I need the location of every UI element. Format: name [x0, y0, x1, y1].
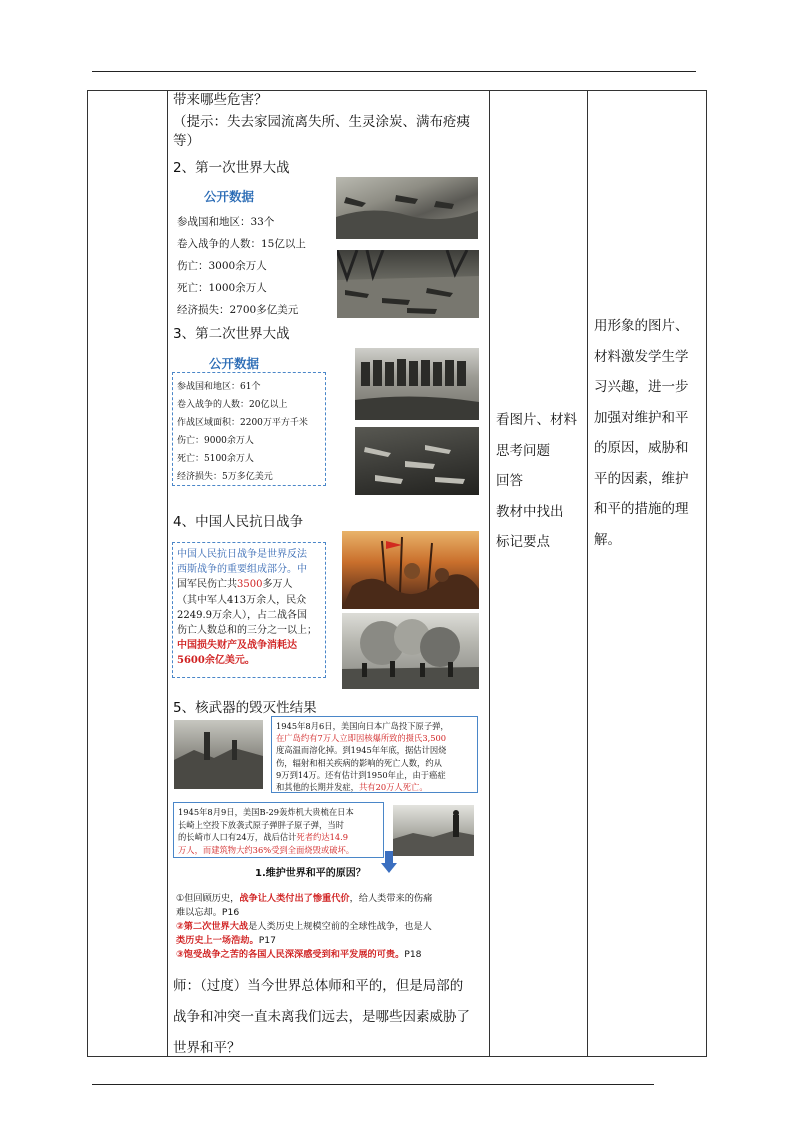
nagasaki-line: 的长崎市人口有24万，战后估计死者约达14.9 [178, 832, 349, 843]
ww1-stat: 经济损失：2700多亿美元 [177, 304, 299, 316]
reason-1: ①但回顾历史，战争让人类付出了惨重代价，给人类带来的伤痛 [176, 893, 433, 904]
china-text-box [172, 542, 326, 678]
footer-rule [92, 1084, 654, 1085]
student-line: 思考问题 [496, 442, 550, 459]
hiroshima-line: 1945年8月6日，美国向日本广岛投下原子弹， [276, 721, 449, 731]
ww1-stat: 卷入战争的人数：15亿以上 [177, 238, 306, 250]
nagasaki-line: 长崎上空投下放袭式原子弹胖子原子弹，当时 [178, 819, 344, 830]
ww2-prisoners-photo [355, 348, 479, 420]
ww2-stat: 作战区域面积：2200万平方千米 [177, 418, 308, 428]
intro-line-1: 带来哪些危害？ [173, 92, 268, 108]
nagasaki-ruins-photo [393, 805, 474, 856]
intent-line: 材料激发学生学 [594, 348, 689, 365]
reason-3: ③饱受战争之苦的各国人民深深感受到和平发展的可贵。P18 [176, 949, 422, 960]
student-line: 标记要点 [496, 534, 550, 550]
hiroshima-ruins-photo [174, 720, 263, 789]
ww1-trench-photo [336, 177, 478, 239]
header-rule [92, 71, 696, 72]
intro-hint-line: （提示：失去家园流离失所、生灵涂炭、满布疮痍 [173, 114, 470, 130]
ww2-heading: 3、第二次世界大战 [173, 326, 290, 342]
intent-line: 的原因，威胁和 [594, 440, 689, 456]
china-line: 中国人民抗日战争是世界反法 [177, 549, 307, 560]
nagasaki-text-box [173, 802, 384, 858]
ww2-stat: 卷入战争的人数：20亿以上 [177, 400, 288, 410]
col-divider-2 [489, 91, 490, 1056]
ww1-battlefield-photo [337, 250, 479, 318]
ww2-stat: 经济损失：5万多亿美元 [177, 472, 273, 482]
student-line: 回答 [496, 473, 523, 489]
hiroshima-line: 度高温而溶化掉。到1945年年底，据估计因烧 [276, 745, 447, 756]
ww1-stat: 参战国和地区：33个 [177, 216, 275, 228]
china-line: （其中军人413万余人，民众 [177, 594, 307, 606]
ww2-bodies-photo [355, 427, 479, 495]
intro-hint-end: 等） [173, 133, 200, 149]
intent-line: 解。 [594, 531, 621, 548]
reason-1-cont: 难以忘却。P16 [176, 907, 240, 918]
ww2-stat: 伤亡：9000余万人 [177, 436, 254, 446]
china-line: 5600余亿美元。 [177, 655, 255, 667]
hiroshima-text-box [271, 716, 478, 793]
china-line: 中国损失财产及战争消耗达 [177, 640, 297, 652]
intent-line: 用形象的图片、 [594, 318, 689, 334]
col-divider-3 [587, 91, 588, 1056]
ww1-stats-title: 公开数据 [204, 189, 255, 204]
reasons-title: 1.维护世界和平的原因？ [255, 868, 366, 879]
student-activity [496, 405, 577, 558]
teacher-line: 战争和冲突一直未离我们远去，是哪些因素威胁了 [173, 1009, 470, 1025]
reason-2-cont: 类历史上一场浩劫。P17 [176, 935, 276, 946]
china-bombing-photo [342, 613, 479, 689]
ww2-stat: 参战国和地区：61个 [177, 382, 261, 392]
china-line: 伤亡人数总和的三分之一以上； [177, 625, 317, 637]
design-intent [594, 311, 689, 555]
ww1-stat: 死亡：1000余万人 [177, 282, 267, 294]
hiroshima-line: 在广岛约有7万人立即因核爆所致的摄氏3,500 [276, 733, 447, 744]
ww1-stat: 伤亡：3000余万人 [177, 260, 267, 272]
china-line: 2249.9万余人），占二战各国 [177, 609, 307, 621]
reason-2: ②第二次世界大战是人类历史上规模空前的全球性战争，也是人 [176, 921, 432, 932]
china-line: 国军民伤亡共3500多万人 [177, 579, 293, 591]
intent-line: 平的因素，维护 [594, 470, 689, 487]
intent-line: 和平的措施的理 [594, 501, 689, 517]
hiroshima-line: 和其他的长期并发症，共有20万人死亡。 [276, 782, 428, 793]
nagasaki-line: 1945年8月9日，美国B-29轰炸机大贵梳在日本 [178, 807, 354, 817]
student-line: 看图片、材料 [496, 412, 577, 428]
down-arrow-icon [381, 851, 397, 877]
col-divider-1 [167, 91, 168, 1056]
intent-line: 习兴趣，进一步 [594, 379, 689, 395]
china-line: 西斯战争的重要组成部分。中 [177, 564, 307, 576]
hiroshima-line: 9万到14万。还有估计到1950年止，由于癌症 [276, 769, 446, 780]
hiroshima-line: 伤，辐射和相关疾病的影响的死亡人数，约从 [276, 757, 442, 768]
teacher-line: 世界和平？ [173, 1040, 241, 1056]
ww2-stat: 死亡：5100余万人 [177, 454, 254, 464]
ww2-stats-title: 公开数据 [209, 356, 260, 371]
ww1-heading: 2、第一次世界大战 [173, 160, 290, 176]
nagasaki-line: 万人，而建筑物大约36%受到全面烧毁或破坏。 [178, 844, 355, 855]
teacher-line: 师：（过度）当今世界总体师和平的，但是局部的 [173, 978, 464, 994]
nuke-heading: 5、核武器的毁灭性结果 [173, 700, 317, 716]
intent-line: 加强对维护和平 [594, 409, 689, 426]
china-heading: 4、中国人民抗日战争 [173, 514, 304, 530]
china-battle-painting [342, 531, 479, 609]
student-line: 教材中找出 [496, 503, 564, 520]
